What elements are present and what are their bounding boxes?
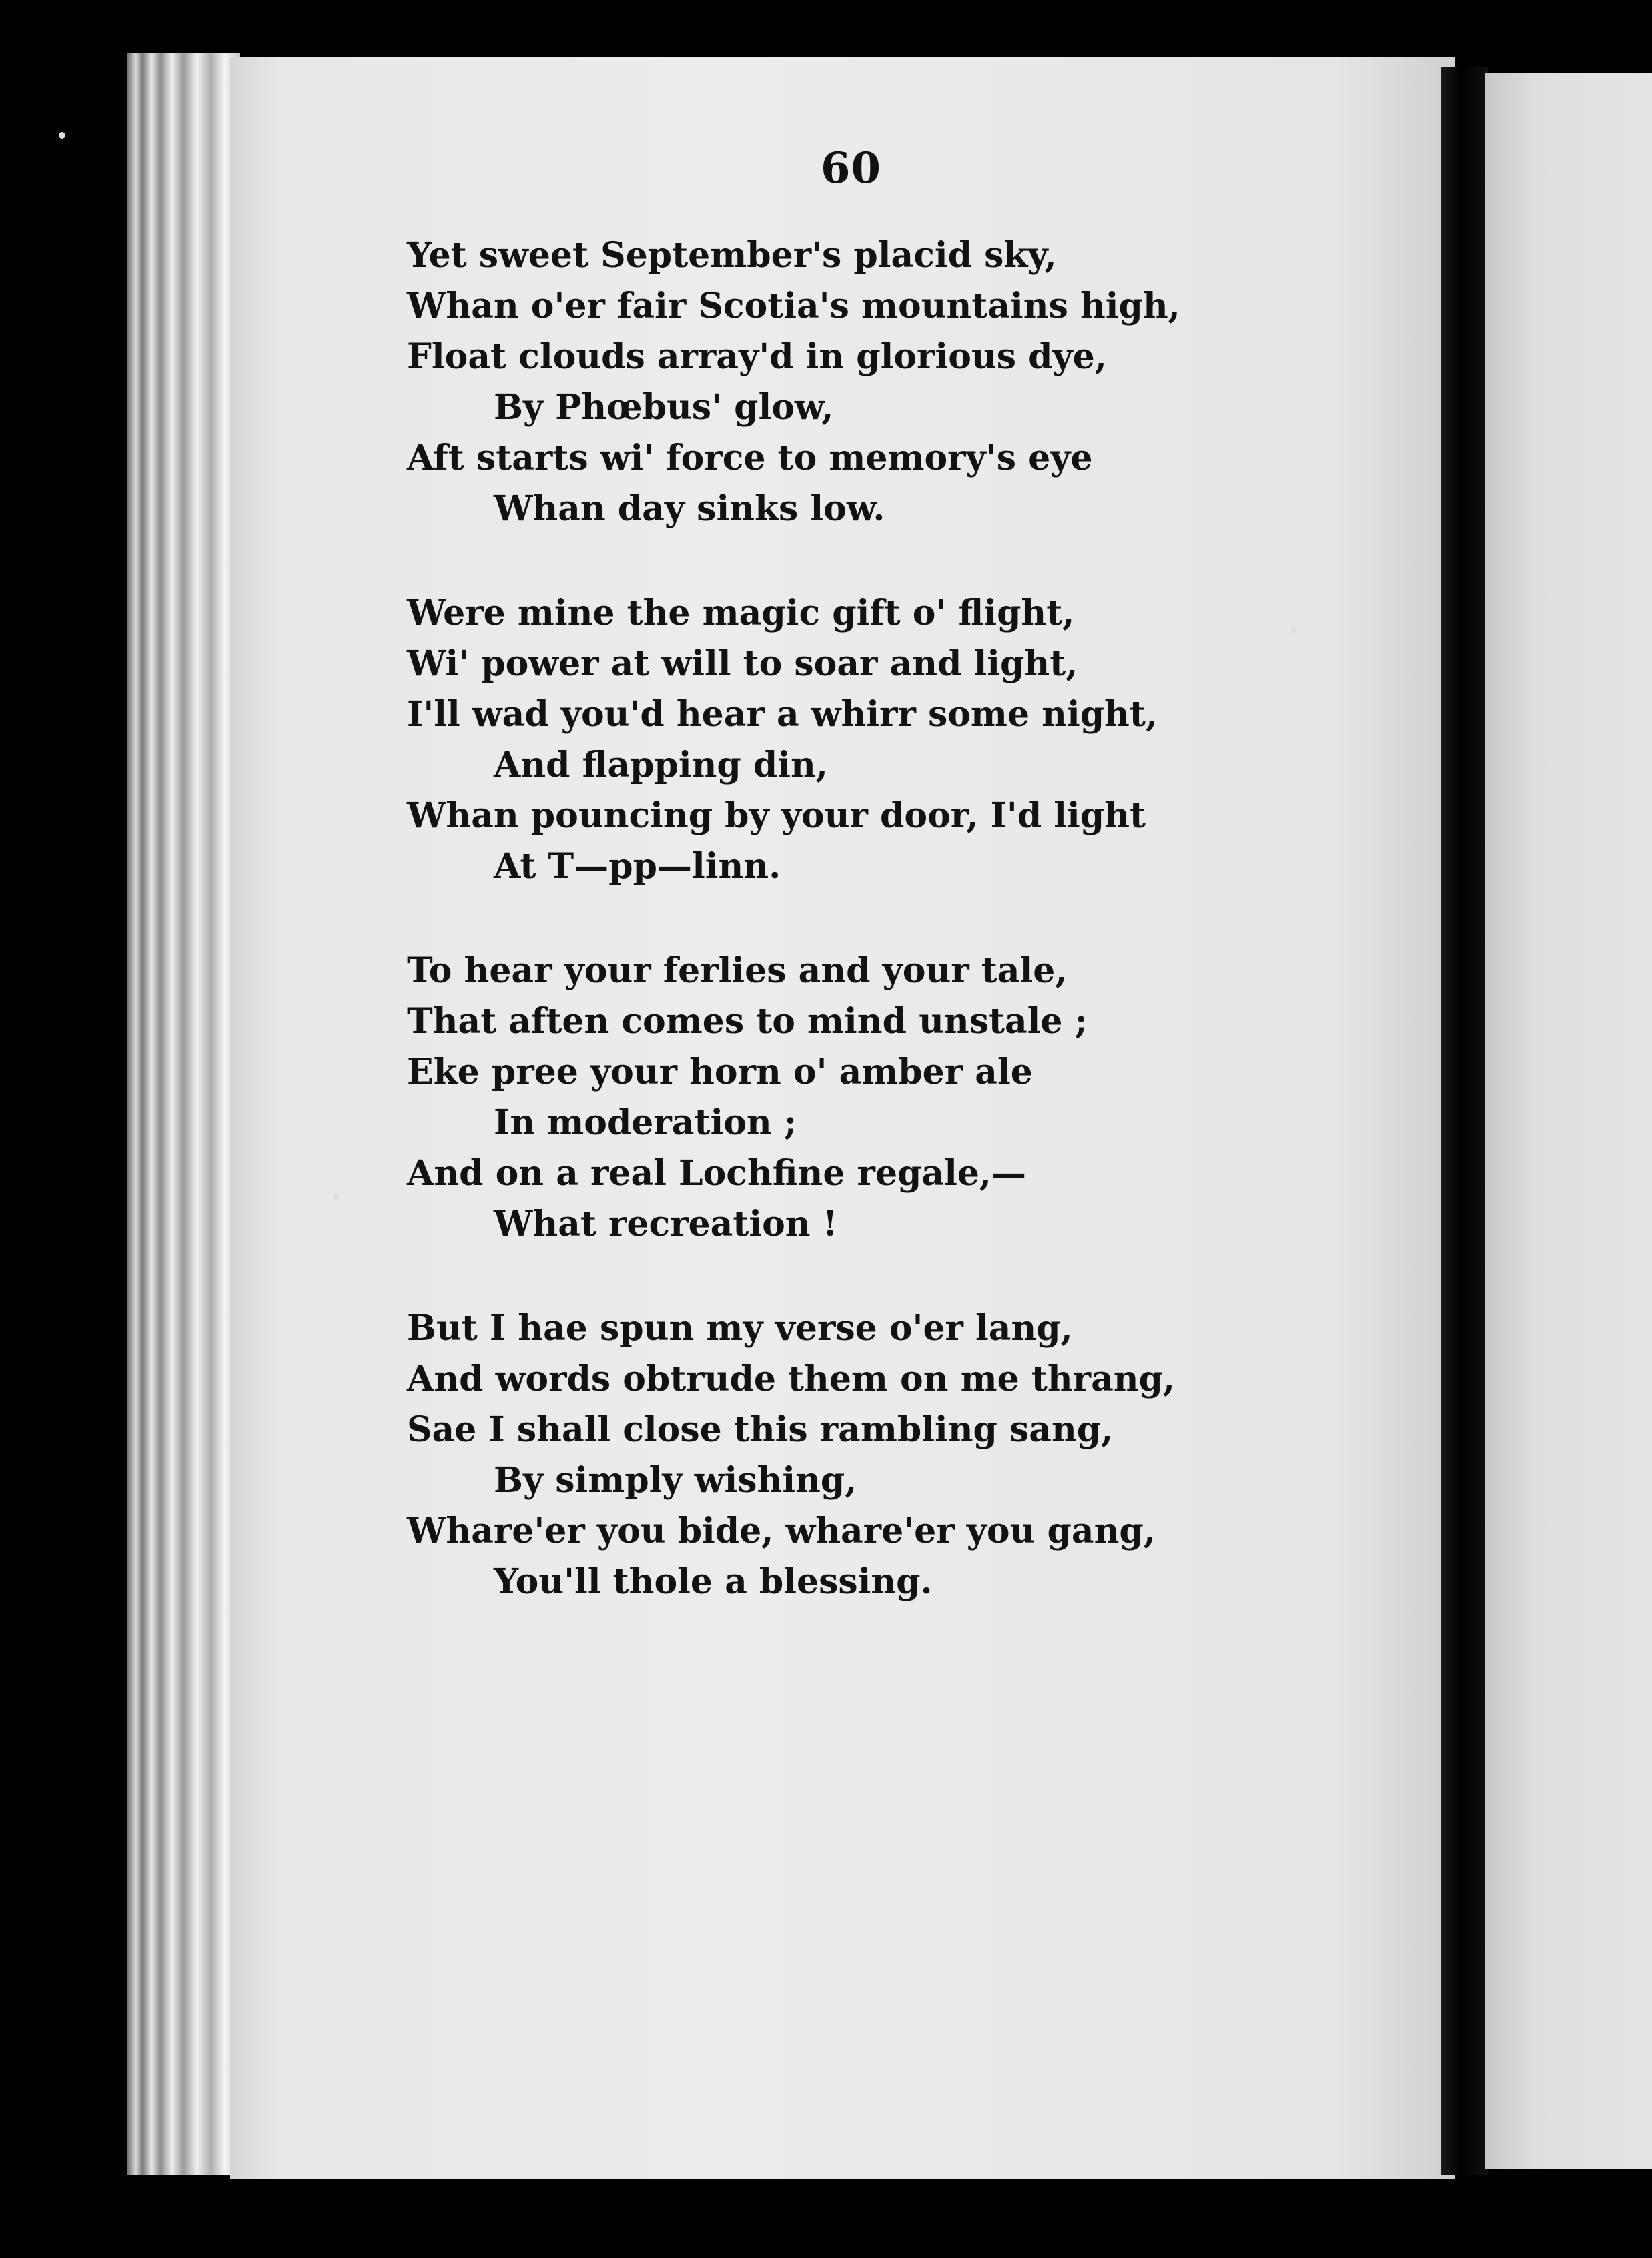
speck: [1291, 627, 1296, 633]
poem-line: Eke pree your horn o' amber ale: [407, 1052, 1033, 1092]
poem-body: [407, 230, 1274, 1661]
page-number: 60: [821, 143, 882, 194]
poem-line: Whan o'er fair Scotia's mountains high,: [407, 286, 1180, 326]
book-gutter: [1441, 67, 1488, 2175]
poem-line: At T—pp—linn.: [494, 846, 781, 887]
stanza: [407, 230, 1274, 534]
stanza: [407, 946, 1274, 1250]
poem-line: To hear your ferlies and your tale,: [407, 950, 1068, 991]
poem-line: What recreation !: [494, 1204, 838, 1244]
poem-line: By simply wishing,: [494, 1460, 857, 1501]
poem-line: And on a real Lochfine regale,—: [407, 1153, 1027, 1194]
poem-line: That aften comes to mind unstale ;: [407, 1001, 1088, 1042]
poem-line: Aft starts wi' force to memory's eye: [407, 438, 1093, 478]
poem-line: Sae I shall close this rambling sang,: [407, 1409, 1114, 1450]
poem-line: And words obtrude them on me thrang,: [407, 1359, 1176, 1399]
poem-line: Were mine the magic gift o' flight,: [407, 593, 1075, 633]
poem-line: By Phœbus' glow,: [494, 387, 834, 428]
page-stack-edge: [127, 53, 240, 2175]
poem-line: You'll thole a blessing.: [494, 1561, 933, 1602]
stanza: [407, 1303, 1274, 1607]
poem-line: Whare'er you bide, whare'er you gang,: [407, 1511, 1156, 1551]
poem-line: But I hae spun my verse o'er lang,: [407, 1308, 1073, 1349]
speck: [59, 132, 65, 139]
poem-line: Float clouds array'd in glorious dye,: [407, 336, 1107, 377]
poem-line: Yet sweet September's placid sky,: [407, 235, 1057, 276]
poem-line: And flapping din,: [494, 745, 828, 785]
stanza: [407, 588, 1274, 892]
speck: [334, 1194, 339, 1200]
facing-page-edge: [1485, 73, 1652, 2169]
poem-line: Whan pouncing by your door, I'd light: [407, 795, 1146, 836]
poem-line: Wi' power at will to soar and light,: [407, 643, 1078, 684]
poem-line: I'll wad you'd hear a whirr some night,: [407, 694, 1158, 735]
poem-line: Whan day sinks low.: [494, 488, 885, 529]
poem-line: In moderation ;: [494, 1102, 797, 1143]
